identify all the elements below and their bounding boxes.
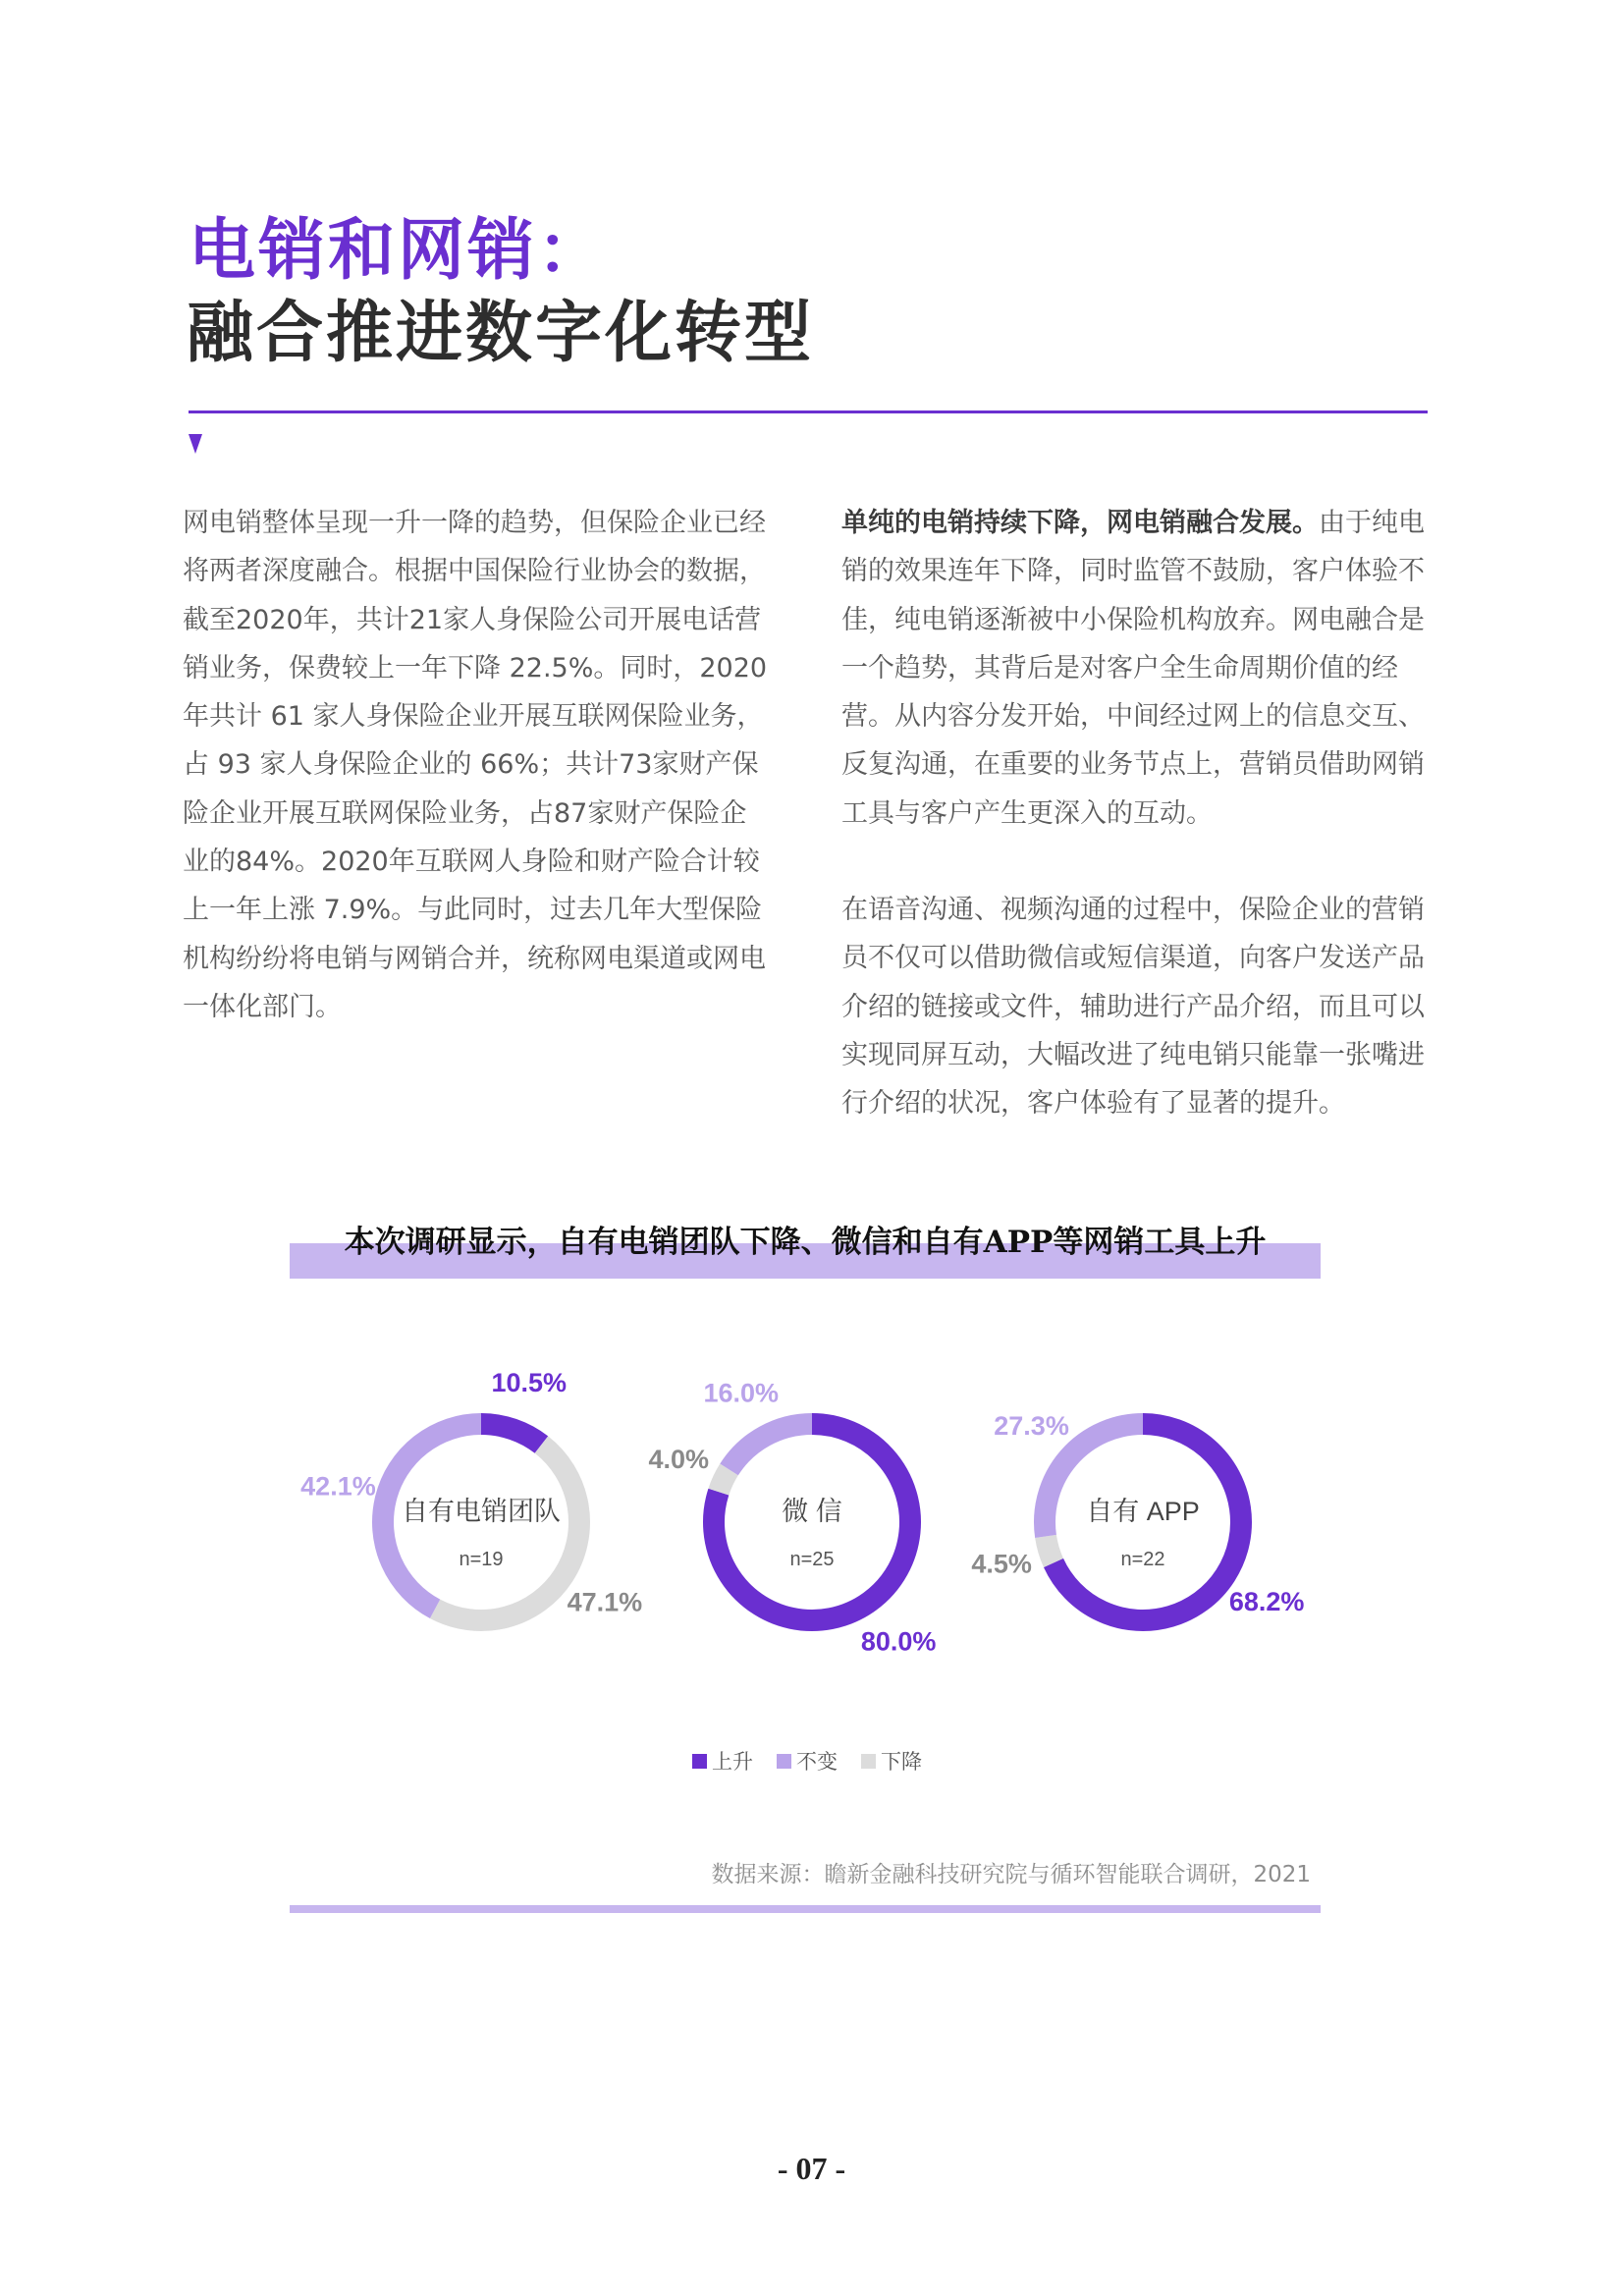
right-paragraph-lead: 单纯的电销持续下降，网电销融合发展。 xyxy=(841,508,1319,538)
triangle-marker-icon xyxy=(189,434,202,454)
donut-chart-2 xyxy=(649,1379,937,1657)
left-column xyxy=(183,499,772,1031)
right-paragraph-1-rest: 由于纯电销的效果连年下降，同时监管不鼓励，客户体验不佳，纯电销逐渐被中小保险机构放弃。网电融合是一个趋势，其背后是对客户全生命周期价值的经营。从内容分发开始，中间经过网上的信息交互、反复沟通，在重要的业务节点上，营销员借助网销工具与客户产生更深入的互动。 xyxy=(841,508,1425,829)
page-title-line1: 电销和网销： xyxy=(189,212,608,290)
right-paragraph-1 xyxy=(841,499,1427,838)
donut-sample-size: n=22 xyxy=(1120,1549,1165,1570)
donut-slice-下降 xyxy=(1046,1536,1054,1562)
legend-swatch-same xyxy=(777,1754,791,1769)
slice-label: 42.1% xyxy=(300,1471,376,1502)
donut-charts xyxy=(0,1336,1623,1689)
left-paragraph: 网电销整体呈现一升一降的趋势，但保险企业已经将两者深度融合。根据中国保险行业协会的数据，截至2020年，共计21家人身保险公司开展电话营销业务，保费较上一年下降 22.5%。同时，2020年共计 61 家人身保险企业开展互联网保险业务，占 93 家人身保险企业的 66%；共计73家财产保险企业开展互联网保险业务，占87家财产保险企业的84%。2020年互联网人身险和财产险合计较上一年上涨 7.9%。与此同时，过去几年大型保险机构纷纷将电销与网销合并，统称网电渠道或网电一体化部门。 xyxy=(183,508,768,1022)
donut-slice-下降 xyxy=(435,1445,579,1620)
right-column xyxy=(841,499,1427,1128)
donut-chart-3 xyxy=(971,1411,1304,1620)
legend-item-same xyxy=(777,1746,838,1776)
slice-label: 4.5% xyxy=(971,1549,1032,1579)
page-title-line2: 融合推进数字化转型 xyxy=(187,295,815,372)
donut-slice-下降 xyxy=(719,1469,730,1492)
legend-label-same: 不变 xyxy=(796,1750,838,1774)
slice-label: 80.0% xyxy=(860,1626,937,1657)
slice-label: 16.0% xyxy=(703,1378,780,1408)
legend-item-down xyxy=(861,1746,922,1776)
legend-label-up: 上升 xyxy=(712,1750,753,1774)
slice-label: 68.2% xyxy=(1228,1587,1305,1617)
data-source: 数据来源：瞻新金融科技研究院与循环智能联合调研，2021 xyxy=(711,1862,1311,1887)
donut-center-label: 自有电销团队 xyxy=(402,1497,561,1526)
title-divider xyxy=(189,410,1428,413)
donut-center-label: 自有 APP xyxy=(1086,1497,1200,1526)
legend-label-down: 下降 xyxy=(881,1750,922,1774)
source-divider xyxy=(290,1905,1321,1913)
donut-sample-size: n=19 xyxy=(459,1549,504,1570)
slice-label: 47.1% xyxy=(567,1587,643,1617)
donut-sample-size: n=25 xyxy=(789,1549,835,1570)
legend-swatch-up xyxy=(692,1754,707,1769)
donut-slice-上升 xyxy=(481,1424,541,1445)
donut-center-label: 微 信 xyxy=(782,1497,842,1526)
donut-slice-不变 xyxy=(730,1424,812,1469)
slice-label: 27.3% xyxy=(994,1410,1069,1441)
right-paragraph-2: 在语音沟通、视频沟通的过程中，保险企业的营销员不仅可以借助微信或短信渠道，向客户发送产品介绍的链接或文件，辅助进行产品介绍，而且可以实现同屏互动，大幅改进了纯电销只能靠一张嘴进行介绍的状况，客户体验有了显著的提升。 xyxy=(841,895,1425,1120)
chart-legend xyxy=(692,1746,946,1776)
slice-label: 4.0% xyxy=(648,1445,710,1475)
donut-chart-1 xyxy=(300,1368,642,1620)
slice-label: 10.5% xyxy=(491,1368,568,1398)
legend-item-up xyxy=(692,1746,753,1776)
chart-title: 本次调研显示，自有电销团队下降、微信和自有APP等网销工具上升 xyxy=(344,1225,1267,1260)
page-number: - 07 - xyxy=(777,2151,846,2186)
legend-swatch-down xyxy=(861,1754,876,1769)
